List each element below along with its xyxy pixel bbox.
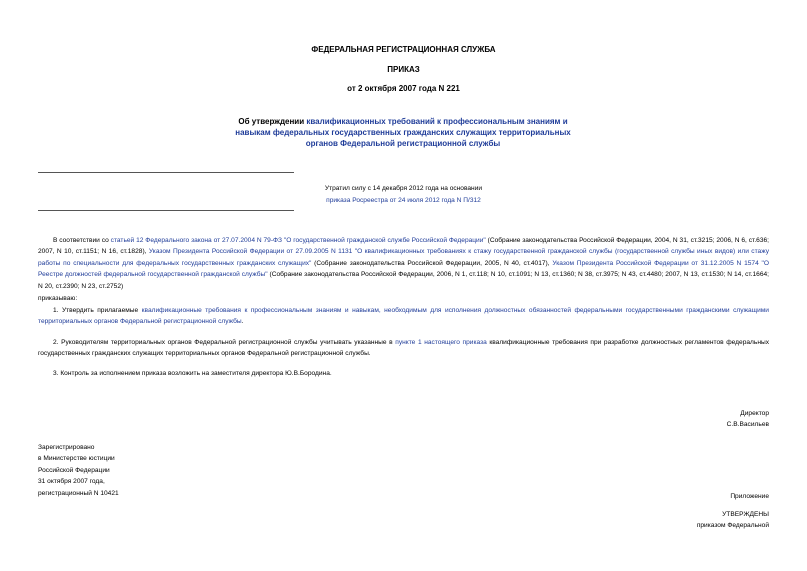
preamble-link-decree-1131[interactable]: Указом Президента Российской Федерации от 27.09.2005 N 1131 "О квалификационных требованиях к стажу государственной гражданской службы (государственной службы иных видов) или стажу работы по специальности для федеральных государственных гражданских служащих" — [38, 248, 769, 267]
appendix-by-order: приказом Федеральной — [696, 522, 769, 530]
item2-link-clause-1[interactable]: пункте 1 настоящего приказа — [395, 339, 487, 346]
order-word: приказываю: — [38, 295, 78, 302]
registration-line-3: Российской Федерации — [38, 466, 110, 474]
signature-name: С.В.Васильев — [726, 421, 769, 429]
preamble-text-2: (Собрание законодательства Российской Федерации, 2004, N 31, ст.3215; 2006, N 6, ст.636; 2007, N 10, ст.1151; N 16, ст.1828), — [38, 237, 769, 256]
document-type: ПРИКАЗ — [387, 65, 420, 74]
registration-line-2: в Министерстве юстиции — [38, 455, 115, 463]
agency-name: ФЕДЕРАЛЬНАЯ РЕГИСТРАЦИОННАЯ СЛУЖБА — [311, 45, 496, 54]
order-item-1 — [38, 305, 769, 328]
title-prefix: Об утверждении — [238, 117, 307, 126]
item2-text-1: 2. Руководителям территориальных органов Федеральной регистрационной службы учитывать указанные в — [53, 339, 396, 346]
registration-block — [38, 442, 119, 499]
signature-block — [727, 408, 769, 431]
preamble-link-law[interactable]: статьей 12 Федерального закона от 27.07.2004 N 79-ФЗ "О государственной гражданской службе Российской Федерации" — [110, 237, 486, 244]
status-line: Утратил силу с 14 декабря 2012 года на основании — [324, 185, 483, 192]
order-item-2 — [38, 337, 769, 360]
status-bottom-rule — [38, 210, 294, 211]
preamble-link-decree-1574[interactable]: Указом Президента Российской Федерации от 31.12.2005 N 1574 "О Реестре должностей федеральной государственной гражданской службы" — [38, 259, 769, 279]
item3-text: 3. Контроль за исполнением приказа возложить на заместителя директора Ю.В.Бородина. — [53, 370, 332, 377]
registration-line-1: Зарегистрировано — [38, 444, 95, 451]
item2-text-2: квалификационные требования при разработке должностных регламентов федеральных государственных гражданских служащих территориальных органов Федеральной регистрационной службы. — [38, 339, 769, 358]
signature-position: Директор — [740, 410, 769, 417]
registration-line-5: регистрационный N 10421 — [38, 489, 119, 497]
document-date-number: от 2 октября 2007 года N 221 — [347, 84, 460, 93]
item1-text-1: 1. Утвердить прилагаемые — [53, 307, 142, 314]
preamble-text-4: (Собрание законодательства Российской Федерации, 2006, N 1, ст.118; N 10, ст.1091; N 13, ст.1360; N 38, ст.3975; N 43, ст.4480; 2007, N 13, ст.1530; N 14, ст.1664; N 20, ст.2390; N 23, ст.2752) — [38, 271, 769, 290]
item1-text-2: . — [241, 318, 244, 326]
appendix-label: Приложение — [730, 493, 769, 500]
appendix-approval-block — [697, 509, 769, 532]
preamble-paragraph — [38, 235, 769, 292]
title-link[interactable]: квалификационных требований к профессиональным знаниям и навыкам федеральных государственных гражданских служащих территориальных органов Федеральной регистрационной службы — [235, 117, 571, 148]
preamble-text-3: (Собрание законодательства Российской Федерации, 2005, N 40, ст.4017), — [311, 259, 553, 267]
order-item-3 — [38, 368, 769, 379]
preamble-text-1: В соответствии со — [53, 237, 111, 244]
status-link[interactable]: приказа Росреестра от 24 июля 2012 года N П/312 — [326, 197, 481, 204]
appendix-approved: УТВЕРЖДЕНЫ — [722, 511, 769, 518]
status-link-wrapper — [250, 195, 557, 206]
document-title — [228, 116, 578, 149]
registration-line-4: 31 октября 2007 года, — [38, 478, 105, 486]
status-top-rule — [38, 172, 294, 173]
item1-link-requirements[interactable]: квалификационные требования к профессиональным знаниям и навыкам, необходимым для исполнения должностных обязанностей федеральными государственными гражданскими служащими территориальных органов Федеральной регистрационной службы — [38, 307, 769, 326]
